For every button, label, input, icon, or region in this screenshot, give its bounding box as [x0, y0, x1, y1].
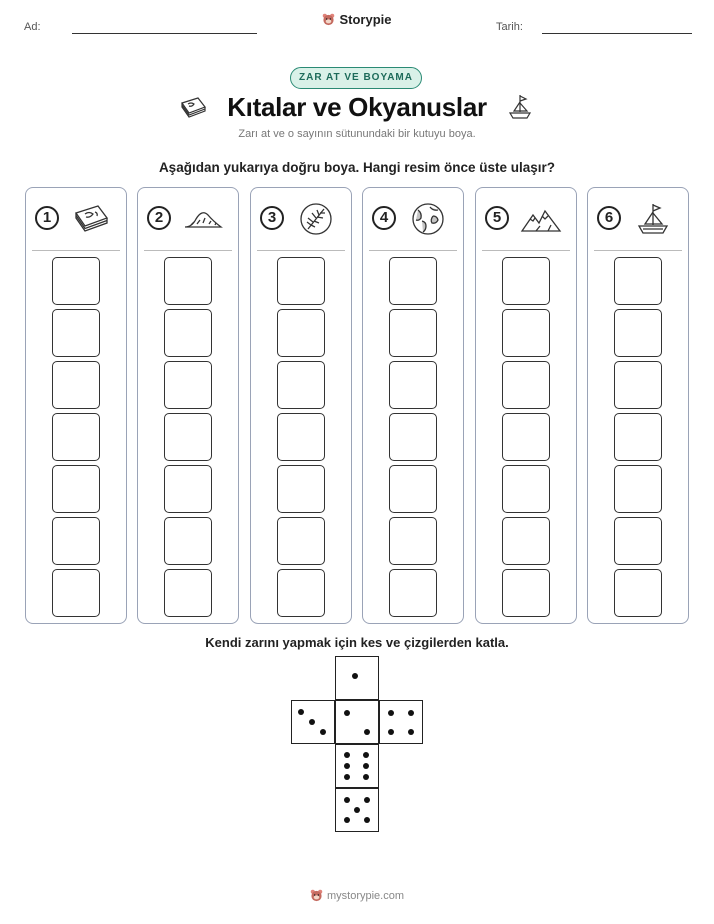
- dice-face-6: [335, 744, 379, 788]
- dice-pip: [363, 752, 369, 758]
- color-box[interactable]: [614, 257, 662, 305]
- activity-badge: ZAR AT VE BOYAMA: [290, 67, 422, 89]
- color-box[interactable]: [389, 465, 437, 513]
- color-box[interactable]: [502, 309, 550, 357]
- column-divider: [144, 250, 232, 251]
- column-number: 1: [35, 206, 59, 230]
- color-box[interactable]: [389, 309, 437, 357]
- column-4: [362, 187, 464, 624]
- date-line[interactable]: [542, 33, 692, 34]
- footer: [0, 889, 714, 905]
- color-box[interactable]: [277, 569, 325, 617]
- column-header: [26, 188, 126, 250]
- column-3: [250, 187, 352, 624]
- page-title: Kıtalar ve Okyanuslar: [227, 92, 487, 122]
- color-box[interactable]: [614, 413, 662, 461]
- color-box[interactable]: [277, 257, 325, 305]
- color-box[interactable]: [164, 413, 212, 461]
- brand-name: Storypie: [339, 12, 392, 27]
- dice-pip: [352, 673, 358, 679]
- color-box[interactable]: [389, 413, 437, 461]
- footer-url: mystorypie.com: [326, 889, 405, 902]
- color-box[interactable]: [389, 257, 437, 305]
- map-book-icon: [70, 201, 112, 237]
- color-box[interactable]: [502, 569, 550, 617]
- column-divider: [32, 250, 120, 251]
- column-header: [476, 188, 576, 250]
- color-box[interactable]: [614, 309, 662, 357]
- color-box[interactable]: [502, 257, 550, 305]
- column-6: [587, 187, 689, 624]
- color-box[interactable]: [614, 569, 662, 617]
- color-box[interactable]: [502, 517, 550, 565]
- column-divider: [369, 250, 457, 251]
- dice-pip: [354, 807, 360, 813]
- dice-pip: [388, 710, 394, 716]
- color-box[interactable]: [52, 569, 100, 617]
- dice-pip: [309, 719, 315, 725]
- color-box[interactable]: [614, 465, 662, 513]
- dice-face-4: [379, 700, 423, 744]
- bear-logo-icon: [310, 889, 323, 902]
- color-box[interactable]: [164, 517, 212, 565]
- column-header: [588, 188, 688, 250]
- dice-pip: [363, 763, 369, 769]
- column-number: 6: [597, 206, 621, 230]
- date-label: Tarih:: [496, 21, 523, 33]
- color-box[interactable]: [277, 465, 325, 513]
- instruction: Aşağıdan yukarıya doğru boya. Hangi resim önce üste ulaşır?: [158, 160, 556, 175]
- dice-face-1: [335, 656, 379, 700]
- sailboat-icon: [506, 92, 534, 122]
- column-5: [475, 187, 577, 624]
- color-box[interactable]: [277, 517, 325, 565]
- dice-face-3: [291, 700, 335, 744]
- name-line[interactable]: [72, 33, 257, 34]
- color-box[interactable]: [614, 361, 662, 409]
- color-box[interactable]: [52, 361, 100, 409]
- dice-pip: [363, 774, 369, 780]
- color-box[interactable]: [502, 465, 550, 513]
- dice-face-2: [335, 700, 379, 744]
- dice-pip: [408, 710, 414, 716]
- color-box[interactable]: [277, 309, 325, 357]
- fossil-leaf-icon: [295, 201, 337, 237]
- dice-pip: [344, 752, 350, 758]
- color-box[interactable]: [277, 413, 325, 461]
- color-box[interactable]: [164, 569, 212, 617]
- dice-pip: [344, 710, 350, 716]
- column-number: 2: [147, 206, 171, 230]
- dice-pip: [298, 709, 304, 715]
- dice-caption: Kendi zarını yapmak için kes ve çizgilerden katla.: [205, 635, 509, 650]
- sailboat-icon: [632, 201, 674, 237]
- color-box[interactable]: [389, 517, 437, 565]
- mountains-icon: [520, 201, 562, 237]
- column-number: 4: [372, 206, 396, 230]
- brand-logo: [0, 12, 714, 29]
- color-box[interactable]: [164, 257, 212, 305]
- color-box[interactable]: [277, 361, 325, 409]
- color-box[interactable]: [164, 361, 212, 409]
- column-divider: [257, 250, 345, 251]
- dice-pip: [388, 729, 394, 735]
- column-header: [363, 188, 463, 250]
- bear-logo-icon: [322, 13, 335, 26]
- color-box[interactable]: [164, 309, 212, 357]
- column-header: [138, 188, 238, 250]
- column-divider: [594, 250, 682, 251]
- mountain-landform-icon: [182, 201, 224, 237]
- dice-pip: [344, 763, 350, 769]
- color-box[interactable]: [52, 465, 100, 513]
- color-box[interactable]: [164, 465, 212, 513]
- name-label: Ad:: [24, 21, 41, 33]
- color-box[interactable]: [614, 517, 662, 565]
- column-1: [25, 187, 127, 624]
- dice-face-5: [335, 788, 379, 832]
- dice-pip: [364, 729, 370, 735]
- dice-pip: [408, 729, 414, 735]
- dice-pip: [344, 797, 350, 803]
- color-box[interactable]: [52, 257, 100, 305]
- globe-icon: [407, 201, 449, 237]
- column-number: 3: [260, 206, 284, 230]
- dice-pip: [364, 817, 370, 823]
- column-number: 5: [485, 206, 509, 230]
- subtitle: Zarı at ve o sayının sütunundaki bir kutuyu boya.: [238, 128, 476, 140]
- color-box[interactable]: [502, 413, 550, 461]
- color-box[interactable]: [389, 361, 437, 409]
- dice-pip: [364, 797, 370, 803]
- column-header: [251, 188, 351, 250]
- color-box[interactable]: [389, 569, 437, 617]
- column-divider: [482, 250, 570, 251]
- color-box[interactable]: [52, 517, 100, 565]
- color-box[interactable]: [502, 361, 550, 409]
- dice-pip: [344, 817, 350, 823]
- color-box[interactable]: [52, 413, 100, 461]
- dice-pip: [344, 774, 350, 780]
- dice-pip: [320, 729, 326, 735]
- column-2: [137, 187, 239, 624]
- color-box[interactable]: [52, 309, 100, 357]
